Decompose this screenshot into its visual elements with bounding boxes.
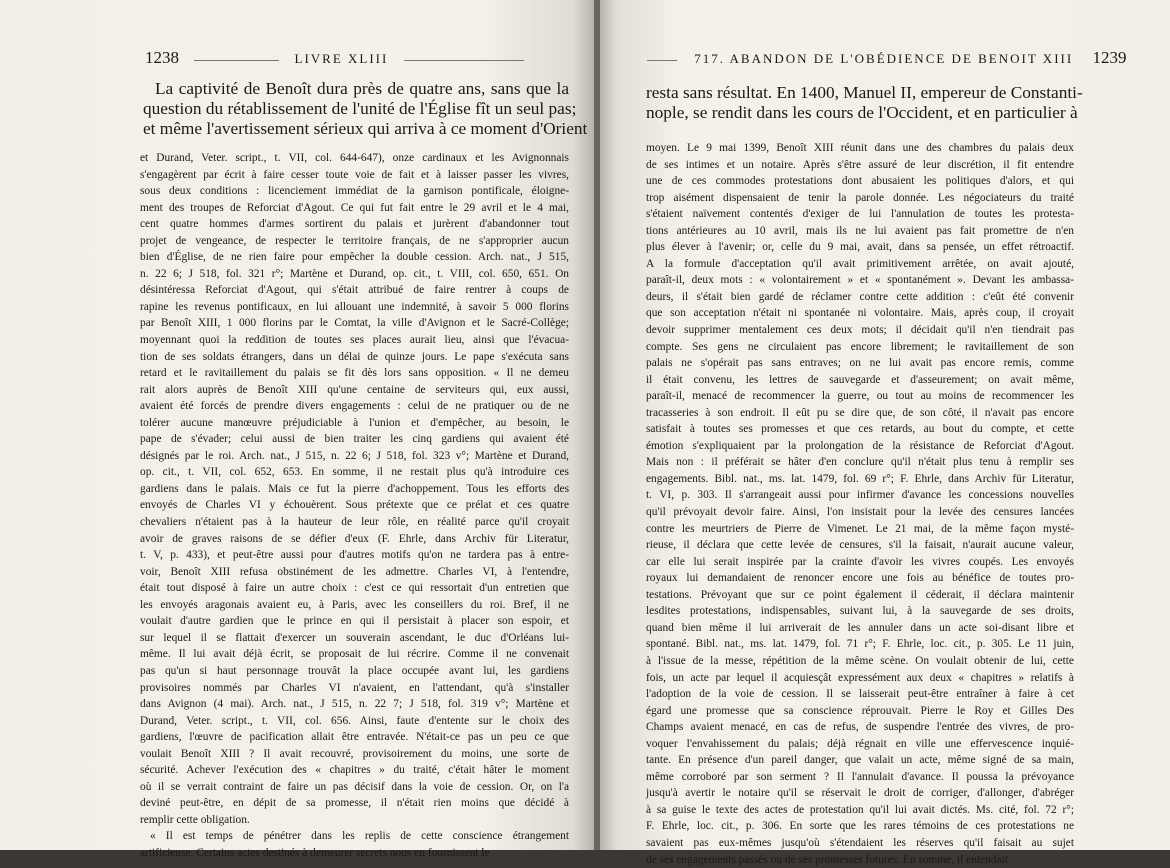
footnote-line: deviné peut-être, en dépit de sa promesse, il n'était rien moins que décidé à	[140, 797, 569, 810]
footnote-line: contre les meurtriers de Pierre de Vimenet. Le 21 mai, de la même façon mysté-	[646, 522, 1074, 535]
footnote-line: envoyés de Charles VI y échouèrent. Sous prétexte que ce prélat et ces quatre	[140, 499, 569, 512]
left-page-number: 1238	[145, 48, 179, 67]
footnote-line: deurs, il s'était bien gardé de réclamer contre cette addition : c'eût été convenir	[646, 290, 1074, 303]
footnote-line: sécurité. Achever l'exécution des « chapitres » du traité, c'était hâter le moment	[140, 764, 569, 777]
footnote-line: plus élever à l'avenir; or, celle du 9 mai, avait, dans sa pensée, un effet rétroactif.	[646, 241, 1074, 254]
footnote-line: lesdites protestations, indispensables, suivant lui, à la sauvegarde de ses droits,	[646, 605, 1074, 618]
footnote-line: moyennant quoi la reddition de toutes ses places aurait lieu, ainsi que l'évacua-	[140, 334, 569, 347]
footnote-line: dans Avignon (4 mai). Arch. nat., J 515, n. 22 7; J 518, fol. 319 v°; Martène et	[140, 698, 569, 711]
footnote-line: sous deux conditions : licenciement immédiat de la garnison pontificale, éloigne-	[140, 185, 569, 198]
footnote-line: moyen. Le 9 mai 1399, Benoît XIII réunit dans une des chambres du palais deux	[646, 142, 1074, 154]
head-rule	[647, 60, 677, 61]
footnote-line: jusqu'à avertir le notaire qu'il se réservait le droit de corriger, d'allonger, d'abréger	[646, 787, 1074, 800]
text-line: question du rétablissement de l'unité de l'Église fît un seul pas;	[143, 99, 577, 118]
left-running-head	[145, 48, 570, 68]
footnote-line: avoir de graves raisons de se défier d'eux (F. Ehrle, dans Archiv für Literatur,	[140, 532, 569, 545]
footnote-line: ment des troupes de Reforciat d'Agout. Ce qui fut fait entre le 29 avril et le 4 mai,	[140, 201, 569, 214]
head-rule	[404, 60, 524, 61]
footnote-line: compte. Ses gens ne circulaient pas encore librement; le ravitaillement de son	[646, 340, 1074, 353]
footnote-line: et Durand, Veter. script., t. VII, col. 644-647), onze cardinaux et les Avignonnais	[140, 152, 569, 164]
footnote-line: rait alors auprès de Benoît XIII qu'une centaine de serviteurs qui, eux aussi,	[140, 383, 569, 396]
footnote-line: t. V, p. 433), et peut-être aussi pour d'autres motifs qu'on ne tardera pas à entre-	[140, 549, 569, 562]
footnote-line: même. Il lui avait déjà écrit, se proposait de lui récrire. Comme il ne convenait	[140, 648, 569, 661]
footnote-line: gardiens, l'œuvre de pacification allait être entravée. N'était-ce pas un peu ce que	[140, 731, 569, 744]
footnote-line: chevaliers n'étaient pas à la hauteur de leur rôle, en réalité parce qu'il croyait	[140, 516, 569, 529]
footnote-line: paraît-il, deux mots : « volontairement » et « spontanément ». Devant les ambassa-	[646, 274, 1074, 287]
footnote-line: rapine les revenus pontificaux, en lui allouant une indemnité, à savoir 5 000 florins	[140, 300, 569, 313]
footnote-line: fois, un acte par lequel il acquiesçât expressément aux deux « chapitres » relatifs à	[646, 671, 1074, 684]
footnote-line: émotion s'expliquaient par la prolongation de la résistance de Reforciat d'Agout.	[646, 439, 1074, 452]
footnote-line: Durand, Veter. script., t. VII, col. 656. Ainsi, faute d'entente sur le choix des	[140, 714, 569, 727]
footnote-line: tolérer aucune manœuvre préjudiciable à l'union et d'empêcher, au besoin, le	[140, 416, 569, 429]
footnote-line: artificieuse. Certains actes destinés à demeurer secrets nous en fournissent le	[140, 846, 490, 859]
head-rule	[194, 60, 279, 61]
footnote-line: devoir supprimer mentalement ces deux mots; il décidait qu'il n'en tiendrait pas	[646, 324, 1074, 337]
footnote-line: provisoires nommés par Charles VI n'avaient, en l'attendant, qu'à s'installer	[140, 681, 569, 694]
footnote-line: retard et le ravitaillement du palais se fit dès lors sans opposition. « Il ne demeu	[140, 367, 569, 380]
footnote-line: voulait Benoît XIII ? Il avait recouvré, provisoirement du moins, une sorte de	[140, 747, 569, 760]
footnote-line: qu'il prévoyait devoir faire. Ainsi, l'on insistait pour la levée des censures lancées	[646, 506, 1074, 519]
footnote-line: tante. En présence d'un pareil danger, que valait un acte, même signé de sa main,	[646, 754, 1074, 767]
footnote-line: spontané. Bibl. nat., ms. lat. 1479, fol. 71 r°; F. Ehrle, loc. cit., p. 305. Le 11 juin,	[646, 638, 1074, 651]
footnote-line: car elle lui serait inspirée par la crainte d'avoir les vivres coupés. Les envoyés	[646, 555, 1074, 568]
footnote-line: remplir cette obligation.	[140, 813, 250, 826]
footnote-line: bien d'Église, de ne rien faire pour empêcher la double cession. Arch. nat., J 515,	[140, 251, 569, 264]
footnote-line: même corroboré par son serment ? Il l'annulait d'avance. Il poussa la prévoyance	[646, 770, 1074, 783]
footnote-line: paraît-il, menacé de recommencer la guerre, ou tout au moins de recommencer les	[646, 390, 1074, 403]
footnote-line: royaux lui demandaient de renoncer encore une fois au bénéfice de toutes pro-	[646, 572, 1074, 585]
footnote-line: op. cit., t. VII, col. 652, 653. En somme, il ne restait plus qu'à introduire ces	[140, 466, 569, 479]
footnote-line: pape de s'évader; celui aussi de bien traiter les cinq gardiens qui avaient été	[140, 433, 569, 446]
footnote-line: à sa guise le texte des actes de protestation qu'il lui avait dictés. Ms. cité, fol. 72 r°;	[646, 803, 1074, 816]
text-line: La captivité de Benoît dura près de quatre ans, sans que la	[155, 79, 569, 98]
footnote-line: une de ces commodes protestations dont abusaient les politiques d'alors, et qui	[646, 175, 1074, 188]
footnote-line: trop aisément dispensaient de tenir la parole donnée. Les négociateurs du traité	[646, 191, 1074, 204]
right-running-title: 717. ABANDON DE L'OBÉDIENCE DE BENOIT XIII	[694, 51, 1074, 66]
footnote-line: engagements. Bibl. nat., ms. lat. 1479, fol. 69 r°; F. Ehrle, dans Archiv für Literatur,	[646, 472, 1074, 485]
footnote-line: Champs avaient menacé, en cas de refus, de suspendre l'entrée des vivres, de pro-	[646, 721, 1074, 734]
footnote-line: voir, Benoît XIII refusa obstinément de les admettre. Charles VI, à l'entendre,	[140, 565, 569, 578]
footnote-line: voulait d'autre gardien que le prince en qui il persistait à placer son espoir, et	[140, 615, 569, 628]
footnote-line: s'étaient naïvement contentés d'exiger de lui l'annulation de toutes les protesta-	[646, 208, 1074, 221]
footnote-line: testations. Prévoyant que sur ce point également il céderait, il déclara maintenir	[646, 588, 1074, 601]
footnote-line: quand bien même il lui arriverait de les annuler dans un acte soi-disant libre et	[646, 621, 1074, 634]
text-line: et même l'avertissement sérieux qui arriva à ce moment d'Orient	[143, 119, 588, 138]
footnote-line: savaient pas eux-mêmes jusqu'où s'étendaient les réserves qu'il faisait au sujet	[646, 836, 1074, 849]
footnote-line: voquer l'envahissement du palais; déjà régnait en ville une effervescence inquié-	[646, 737, 1074, 750]
footnote-line: les envoyés aragonais avaient eu, à Paris, avec les conseillers du roi. Bref, il ne	[140, 598, 569, 611]
footnote-line: t. VI, p. 303. Il s'arrangeait aussi pour infirmer d'avance les concessions nouvelles	[646, 489, 1074, 502]
footnote-line: de ses engagements passés ou de ses promesses futures. En somme, il entendait	[646, 853, 1008, 866]
footnote-line: par Benoît XIII, 1 000 florins par le Comtat, la ville d'Avignon et le Sacré-Collège;	[140, 317, 569, 330]
footnote-line: A la formule d'acceptation qu'il avait primitivement arrêtée, on avait ajouté,	[646, 257, 1074, 270]
footnote-line: tracasseries à son endroit. Il eût pu se dire que, de son côté, il n'avait pas encore	[646, 406, 1074, 419]
footnote-line: que son acceptation n'était ni spontanée ni volontaire. Mais, après coup, il croyait	[646, 307, 1074, 320]
footnote-line: palais ne s'opérait pas sans entraves; on ne lui avait pas encore remis, comme	[646, 357, 1074, 370]
footnote-line: n. 22 6; J 518, fol. 321 r°; Martène et Durand, op. cit., t. VIII, col. 650, 651. On	[140, 267, 569, 280]
footnote-line: à l'issue de la messe, répétition de la même scène. On voulait obtenir de lui, cette	[646, 654, 1074, 667]
right-footnote-block	[646, 140, 1074, 868]
footnote-line: égard une promesse que sa conscience réprouvait. Pierre le Roy et Gilles Des	[646, 704, 1074, 717]
left-main-text	[143, 79, 588, 139]
footnote-line: désignés par le roi. Arch. nat., J 515, n. 22 6; J 518, fol. 323 v°; Martène et Durand,	[140, 449, 569, 462]
footnote-line: il était convenu, les lettres de sauvegarde et d'asseurement; on avait même,	[646, 373, 1074, 386]
left-footnote-block	[140, 150, 569, 862]
footnote-line: satisfait à toutes ses promesses et que ces retards, au bout du compte, et cette	[646, 423, 1074, 436]
footnote-line: cent quatre hommes d'armes sortirent du palais et jurèrent d'abandonner tout	[140, 218, 569, 231]
footnote-line: pas qu'un si haut personnage trouvât la place occupée avant lui, les gardiens	[140, 664, 569, 677]
text-line: nople, se rendit dans les cours de l'Occident, et en particulier à	[646, 103, 1078, 122]
footnote-line: rieuse, il déclara que cette levée de censures, s'il la faisait, n'aurait aucune valeur,	[646, 539, 1074, 552]
footnote-line: tion de ses soldats étrangers, dans un délai de quinze jours. Le pape s'exécuta sans	[140, 350, 569, 363]
footnote-line: désintéressa Reforciat d'Agout, qui s'était attribué de faire rentrer à coups de	[140, 284, 569, 297]
footnote-line: gardiens dans le palais. Mais ce fut la pierre d'achoppement. Tous les efforts des	[140, 482, 569, 495]
left-running-title: LIVRE XLIII	[294, 51, 389, 66]
text-line: resta sans résultat. En 1400, Manuel II, empereur de Constanti-	[646, 83, 1083, 102]
footnote-line: sur lequel il se flattait d'exercer un souverain ascendant, le duc d'Orléans lui-	[140, 631, 569, 644]
footnote-line: s'engagèrent par écrit à faire cesser toute voie de fait et à laisser passer les vivres,	[140, 168, 569, 181]
footnote-line: de ses intimes et un notaire. Après s'être assuré de leur discrétion, il fit entendre	[646, 158, 1074, 171]
footnote-line: F. Ehrle, loc. cit., p. 306. En sorte que les rares témoins de ces protestations ne	[646, 820, 1074, 833]
footnote-line: projet de vengeance, de respecter le territoire français, de ne s'approprier aucun	[140, 234, 569, 247]
footnote-line: Mais non : il préférait se hâter d'en conclure qu'il n'était plus tenu à remplir ses	[646, 456, 1074, 469]
footnote-line: tions antérieures au 10 avril, mais ils ne lui avaient pas fait promettre de n'en	[646, 224, 1074, 237]
right-page-number: 1239	[1092, 48, 1127, 67]
footnote-line: était tout disposé à faire un autre choix : c'est ce qui ressortait d'un entretien que	[140, 582, 569, 595]
right-running-head	[647, 48, 1127, 68]
right-page	[600, 0, 1170, 866]
footnote-line: avaient été forcés de prendre divers engagements : celui de ne pratiquer ou de ne	[140, 400, 569, 413]
footnote-line: « Il est temps de pénétrer dans les replis de cette conscience étrangement	[150, 830, 569, 843]
right-main-text	[646, 83, 1083, 123]
footnote-line: où il se verrait contraint de faire un pas décisif dans la voie de cession. Or, on l'a	[140, 780, 569, 793]
footnote-line: l'adoption de la voie de cession. Il se laisserait peut-être entraîner à faire à cet	[646, 688, 1074, 701]
